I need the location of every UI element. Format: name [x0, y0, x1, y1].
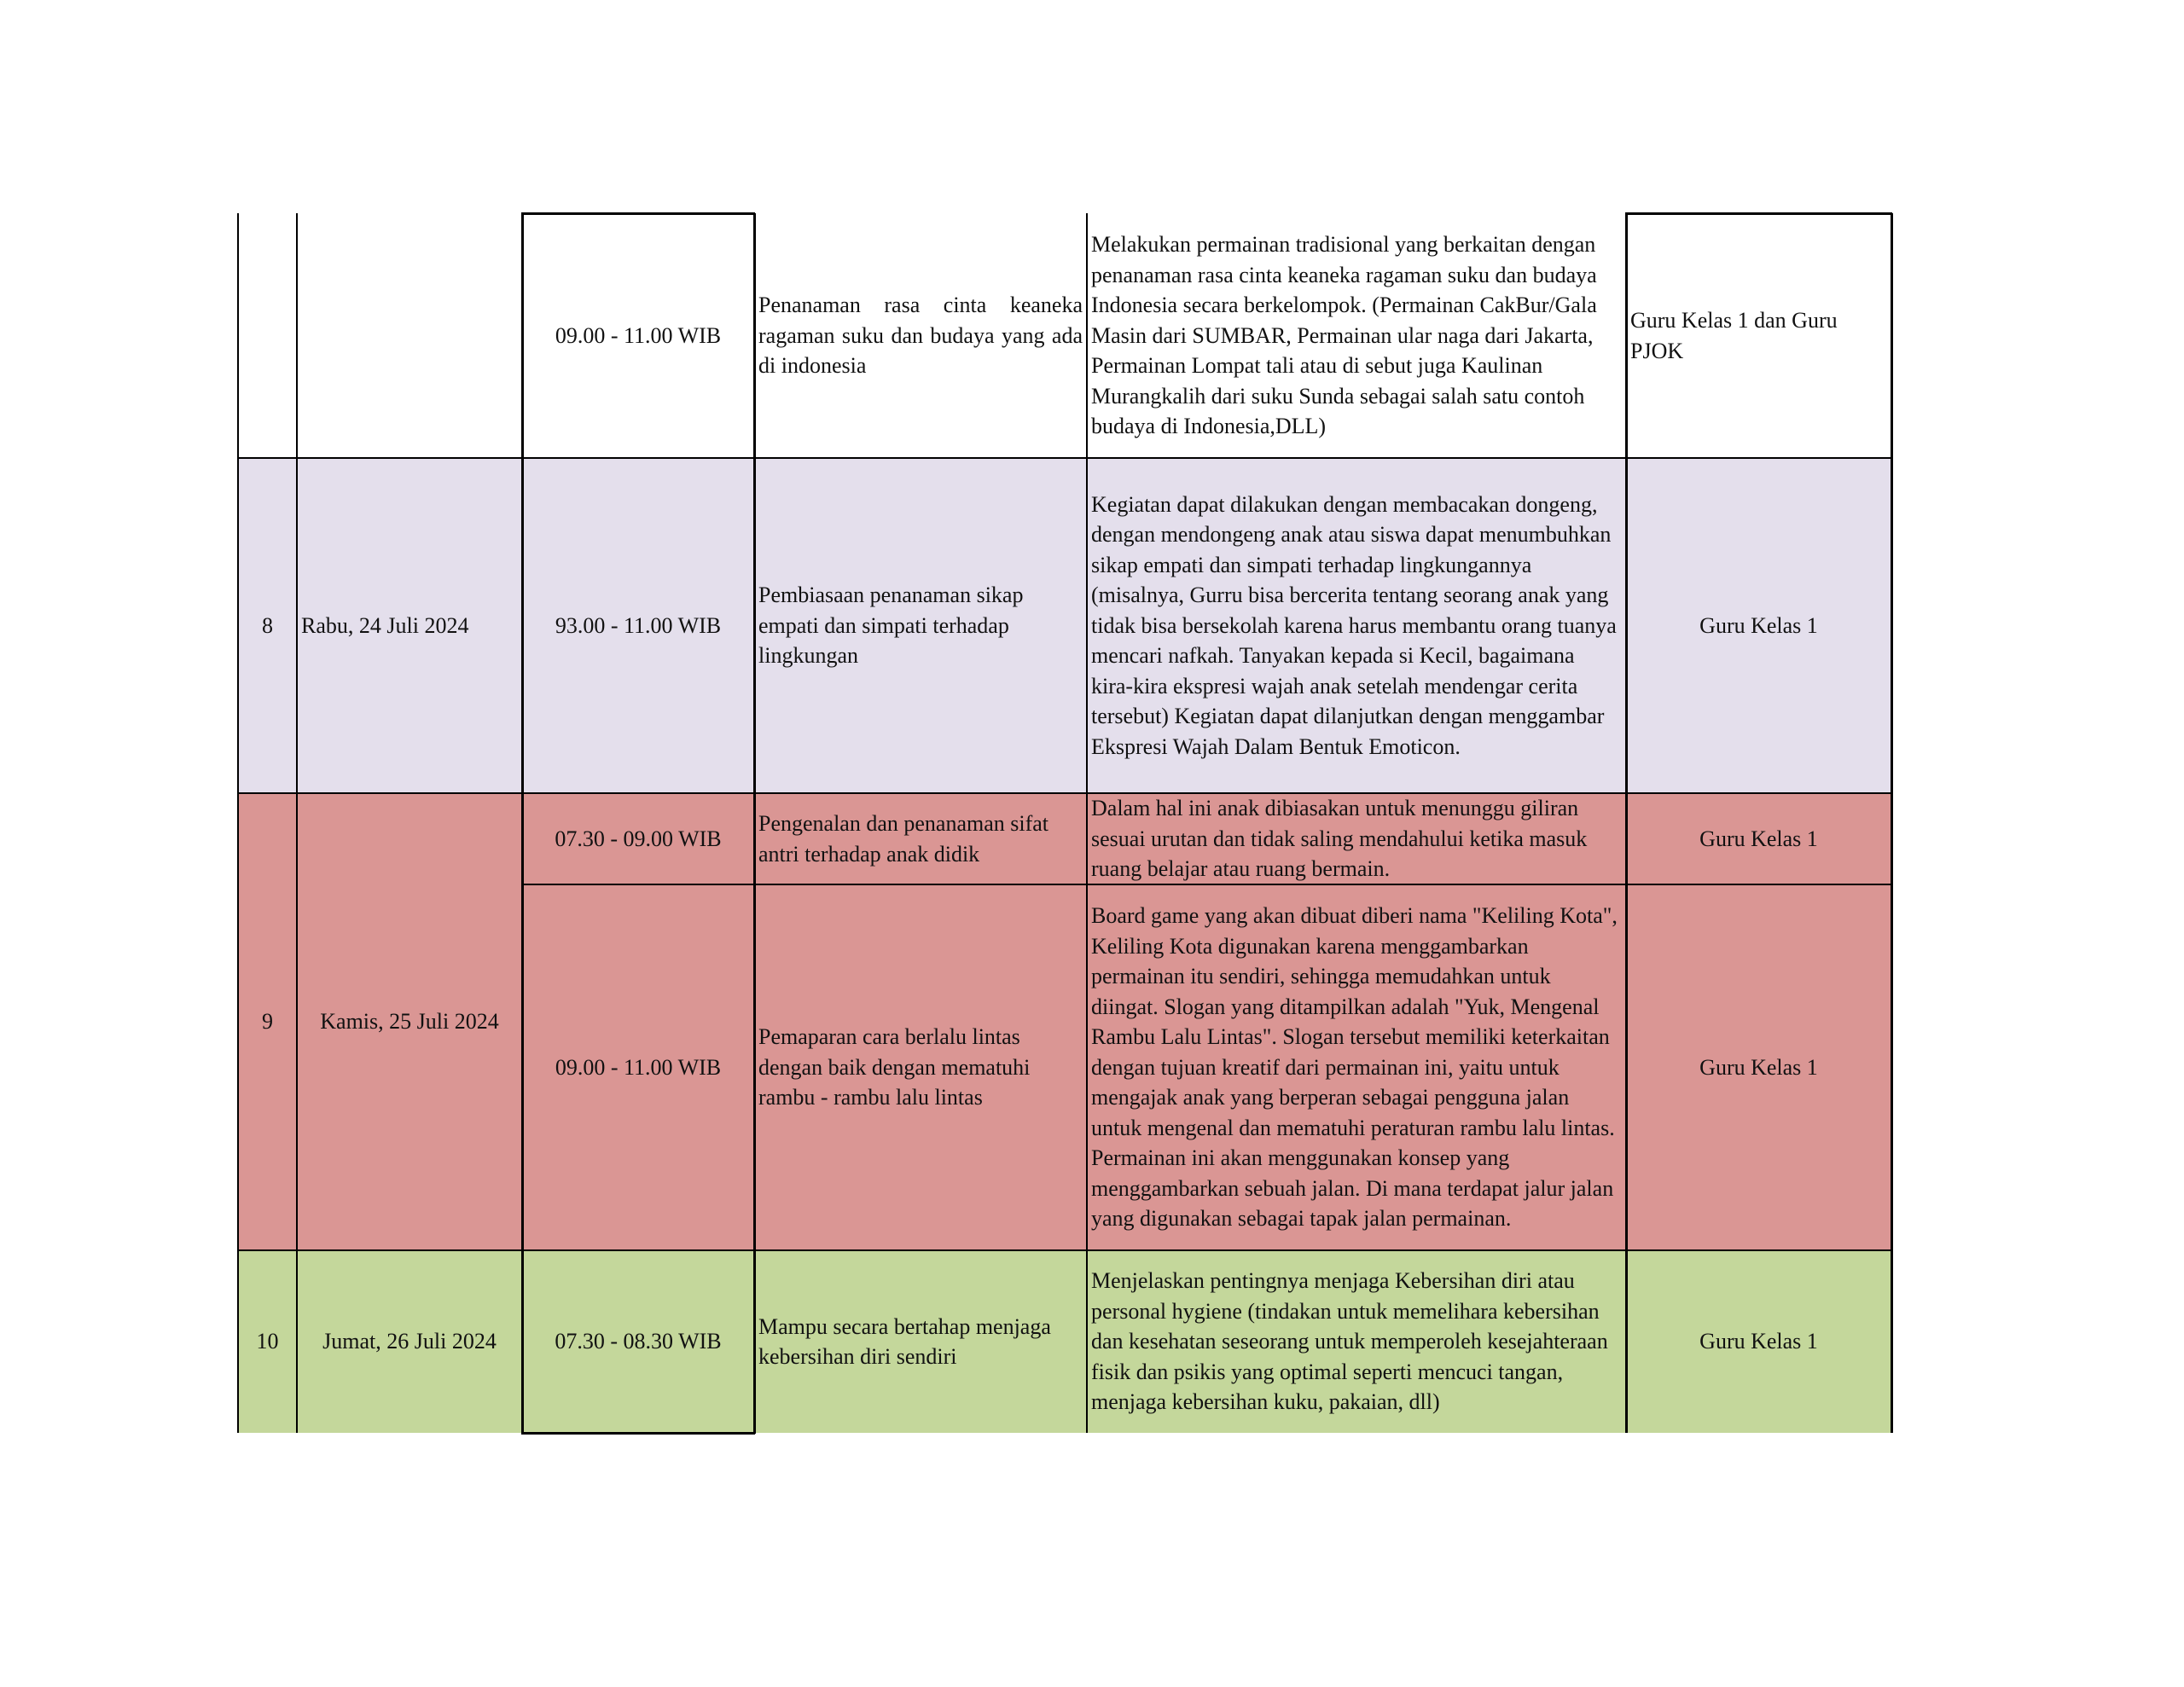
grid-line — [521, 1432, 755, 1435]
day-cell: Rabu, 24 Juli 2024 — [297, 458, 522, 793]
grid-line — [237, 1249, 1892, 1251]
description-cell: Kegiatan dapat dilakukan dengan membacakan dongeng, dengan mendongeng anak atau siswa dapat menumbuhkan sikap empati dan simpati terhadap lingkungannya (misalnya, Gurru bisa bercerita tentang seorang anak yang tidak bisa bersekolah karena harus membantu orang tuanya mencari nafkah. Tanyakan kepada si Kecil, bagaimana kira-kira ekspresi wajah anak setelah mendengar cerita tersebut) Kegiatan dapat dilanjutkan dengan menggambar Ekspresi Wajah Dalam Bentuk Emoticon. — [1087, 458, 1626, 793]
row-number-cell: 8 — [238, 458, 297, 793]
row-continuation-day-cell — [297, 213, 522, 458]
time-cell: 93.00 - 11.00 WIB — [522, 458, 754, 793]
time-cell: 09.00 - 11.00 WIB — [522, 213, 754, 458]
activity-cell: Penanaman rasa cinta keaneka ragaman suku dan budaya yang ada di indonesia — [754, 213, 1087, 458]
pic-cell: Guru Kelas 1 — [1626, 884, 1891, 1250]
pic-cell: Guru Kelas 1 dan Guru PJOK — [1626, 213, 1891, 458]
row-number-cell: 10 — [238, 1250, 297, 1433]
activity-cell: Pembiasaan penanaman sikap empati dan simpati terhadap lingkungan — [754, 458, 1087, 793]
description-cell: Dalam hal ini anak dibiasakan untuk menunggu giliran sesuai urutan dan tidak saling mendahului ketika masuk ruang belajar atau ruang bermain. — [1087, 793, 1626, 884]
row-continuation-no-cell — [238, 213, 297, 458]
time-cell: 07.30 - 09.00 WIB — [522, 793, 754, 884]
activity-cell: Mampu secara bertahap menjaga kebersihan diri sendiri — [754, 1250, 1087, 1433]
pic-cell: Guru Kelas 1 — [1626, 793, 1891, 884]
pic-cell: Guru Kelas 1 — [1626, 1250, 1891, 1433]
row-number-cell: 9 — [238, 793, 297, 1250]
grid-line — [521, 884, 1892, 885]
pic-cell: Guru Kelas 1 — [1626, 458, 1891, 793]
grid-line — [237, 457, 1892, 459]
grid-line — [521, 212, 755, 215]
description-cell: Melakukan permainan tradisional yang berkaitan dengan penanaman rasa cinta keaneka ragaman suku dan budaya Indonesia secara berkelompok. (Permainan CakBur/Gala Masin dari SUMBAR, Permainan ular naga dari Jakarta, Permainan Lompat tali atau di sebut juga Kaulinan Murangkalih dari suku Sunda sebagai salah satu contoh budaya di Indonesia,DLL) — [1087, 213, 1626, 458]
activity-cell: Pemaparan cara berlalu lintas dengan baik dengan mematuhi rambu - rambu lalu lintas — [754, 884, 1087, 1250]
description-cell: Menjelaskan pentingnya menjaga Kebersihan diri atau personal hygiene (tindakan untuk memelihara kebersihan dan kesehatan seseorang untuk memperoleh kesejahteraan fisik dan psikis yang optimal seperti mencuci tangan, menjaga kebersihan kuku, pakaian, dll) — [1087, 1250, 1626, 1433]
grid-line — [237, 792, 1892, 794]
day-cell: Jumat, 26 Juli 2024 — [297, 1250, 522, 1433]
activity-cell: Pengenalan dan penanaman sifat antri terhadap anak didik — [754, 793, 1087, 884]
description-cell: Board game yang akan dibuat diberi nama "Keliling Kota", Keliling Kota digunakan karena menggambarkan permainan itu sendiri, sehingga memudahkan untuk diingat. Slogan yang ditampilkan adalah "Yuk, Mengenal Rambu Lalu Lintas". Slogan tersebut memiliki keterkaitan dengan tujuan kreatif dari permainan ini, yaitu untuk mengajak anak yang berperan sebagai pengguna jalan untuk mengenal dan mematuhi peraturan rambu lalu lintas. Permainan ini akan menggunakan konsep yang menggambarkan sebuah jalan. Di mana terdapat jalur jalan yang digunakan sebagai tapak jalan permainan. — [1087, 884, 1626, 1250]
grid-line — [1625, 212, 1892, 215]
time-cell: 07.30 - 08.30 WIB — [522, 1250, 754, 1433]
day-cell: Kamis, 25 Juli 2024 — [297, 793, 522, 1250]
time-cell: 09.00 - 11.00 WIB — [522, 884, 754, 1250]
